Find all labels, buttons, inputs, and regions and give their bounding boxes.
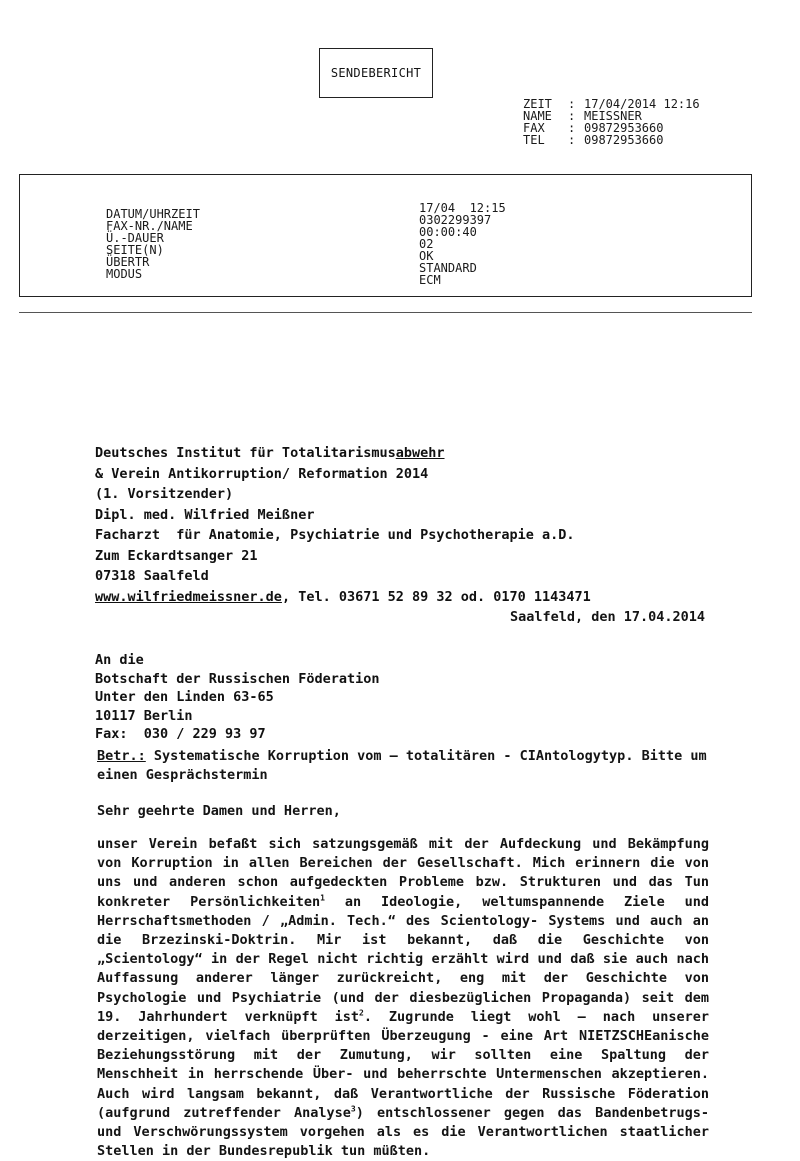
fax-header-value: 09872953660 — [584, 133, 664, 147]
fax-header-value: MEISSNER — [584, 109, 642, 123]
fax-header-labels — [523, 98, 552, 146]
sender-line: (1. Vorsitzender) — [95, 486, 234, 502]
fax-header-label: ZEIT — [523, 97, 552, 111]
transmission-value: ECM — [419, 273, 441, 287]
fax-header-label: NAME — [523, 109, 552, 123]
transmission-value: 02 — [419, 237, 434, 251]
transmission-label: Ü.-DAUER — [106, 231, 164, 245]
transmission-value: 0302299397 — [419, 213, 492, 227]
recipient-block — [95, 651, 379, 744]
footnote-ref: 3 — [350, 1104, 356, 1114]
fax-header-colons: : : : : — [568, 97, 576, 147]
transmission-label: ÜBERTR — [106, 255, 150, 269]
recipient-line: 10117 Berlin — [95, 707, 193, 724]
subject-label: Betr.: — [97, 748, 146, 764]
footnote-ref: 2 — [359, 1008, 364, 1018]
fax-header-label: TEL — [523, 133, 545, 147]
sender-line — [95, 587, 591, 608]
transmission-label: FAX-NR./NAME — [106, 219, 193, 233]
sender-line: Zum Eckardtsanger 21 — [95, 547, 258, 564]
transmission-label: MODUS — [106, 267, 143, 281]
fax-header-value: 09872953660 — [584, 121, 664, 135]
recipient-line: Botschaft der Russischen Föderation — [95, 670, 380, 687]
footnote-ref: 1 — [320, 893, 325, 903]
fax-header-value: 17/04/2014 12:16 — [584, 97, 700, 111]
transmission-value: 17/04 12:15 — [419, 201, 506, 215]
recipient-line: Fax: 030 / 229 93 97 — [95, 726, 266, 742]
recipient-line: An die — [95, 652, 144, 668]
transmission-values — [419, 202, 506, 286]
recipient-line: Unter den Linden 63-65 — [95, 689, 274, 705]
fax-header-label: FAX — [523, 121, 545, 135]
sender-line: 07318 Saalfeld — [95, 568, 209, 584]
sender-contact: , Tel. 03671 52 89 32 od. 0170 1143471 — [281, 588, 591, 605]
transmission-value: 00:00:40 — [419, 225, 477, 239]
website-link[interactable]: www.wilfriedmeissner.de — [95, 588, 282, 605]
salutation: Sehr geehrte Damen und Herren, — [97, 803, 341, 819]
transmission-label: DATUM/UHRZEIT — [106, 207, 200, 221]
subject-text: Systematische Korruption vom – totalitären - CIAntologytyp. Bitte um einen Gesprächstermin — [97, 748, 707, 783]
fax-report-title-box — [319, 48, 433, 98]
fax-header-values — [584, 98, 700, 146]
date-line: Saalfeld, den 17.04.2014 — [510, 609, 706, 625]
fax-report-title: SENDEBERICHT — [330, 66, 422, 80]
transmission-value: OK — [419, 249, 434, 263]
letter-body: unser Verein befaßt sich satzungsgemäß mit der Aufdeckung und Bekämpfung von Korruption in allen Bereichen der Gesellschaft. Mich erinnern die von uns und anderen schon aufgedeckten Probleme bzw. Strukturen und das Tun konkreter Persönlichkeiten$^1$ an Ideologie, weltumspannende Ziele und Herrschaftsmethoden / „Admin. Tech.“ des Scientology- Systems und auch an die Brzezinski-Doktrin. Mir ist bekannt, daß die Geschichte von „Scientology“ in der Regel nicht richtig erzählt wird und daß sie auch nach Auffassung anderer länger zurückreicht, eng mit der Geschichte von Psychologie und Psychiatrie (und der diesbezüglichen Propaganda) seit dem 19. Jahrhundert verknüpft ist$^2$. Zugrunde liegt wohl – nach unserer derzeitigen, vielfach überprüften Überzeugung - eine Art NIETZSCHEanische Beziehungsstörung mit der Zumutung, wir sollten eine Spaltung der Menschheit in herrschende Über- und beherrschte Untermenschen akzeptieren. Auch wird langsam bekannt, daß Verantwortliche der Russische Föderation (aufgrund zutreffender Analyse$^3$) entschlossener gegen das Bandenbetrugs- und Verschwörungssystem vorgehen als es die Verantwortlichen staatlicher Stellen in der Bundesrepublik tun müßten. — [97, 836, 709, 1160]
sender-line: & Verein Antikorruption/ Reformation 2014 — [95, 465, 429, 482]
sender-line: Deutsches Institut für Totalitarismusabwehr — [95, 445, 445, 461]
underlined-word: abwehr — [395, 445, 445, 461]
transmission-labels — [106, 208, 200, 280]
sender-line: Facharzt für Anatomie, Psychiatrie und Psychotherapie a.D. — [95, 527, 575, 543]
divider-line — [19, 312, 752, 313]
transmission-value: STANDARD — [419, 261, 477, 275]
subject-line — [97, 747, 709, 785]
sender-block — [95, 443, 591, 607]
sender-line: Dipl. med. Wilfried Meißner — [95, 506, 315, 523]
transmission-label: SEITE(N) — [106, 243, 164, 257]
